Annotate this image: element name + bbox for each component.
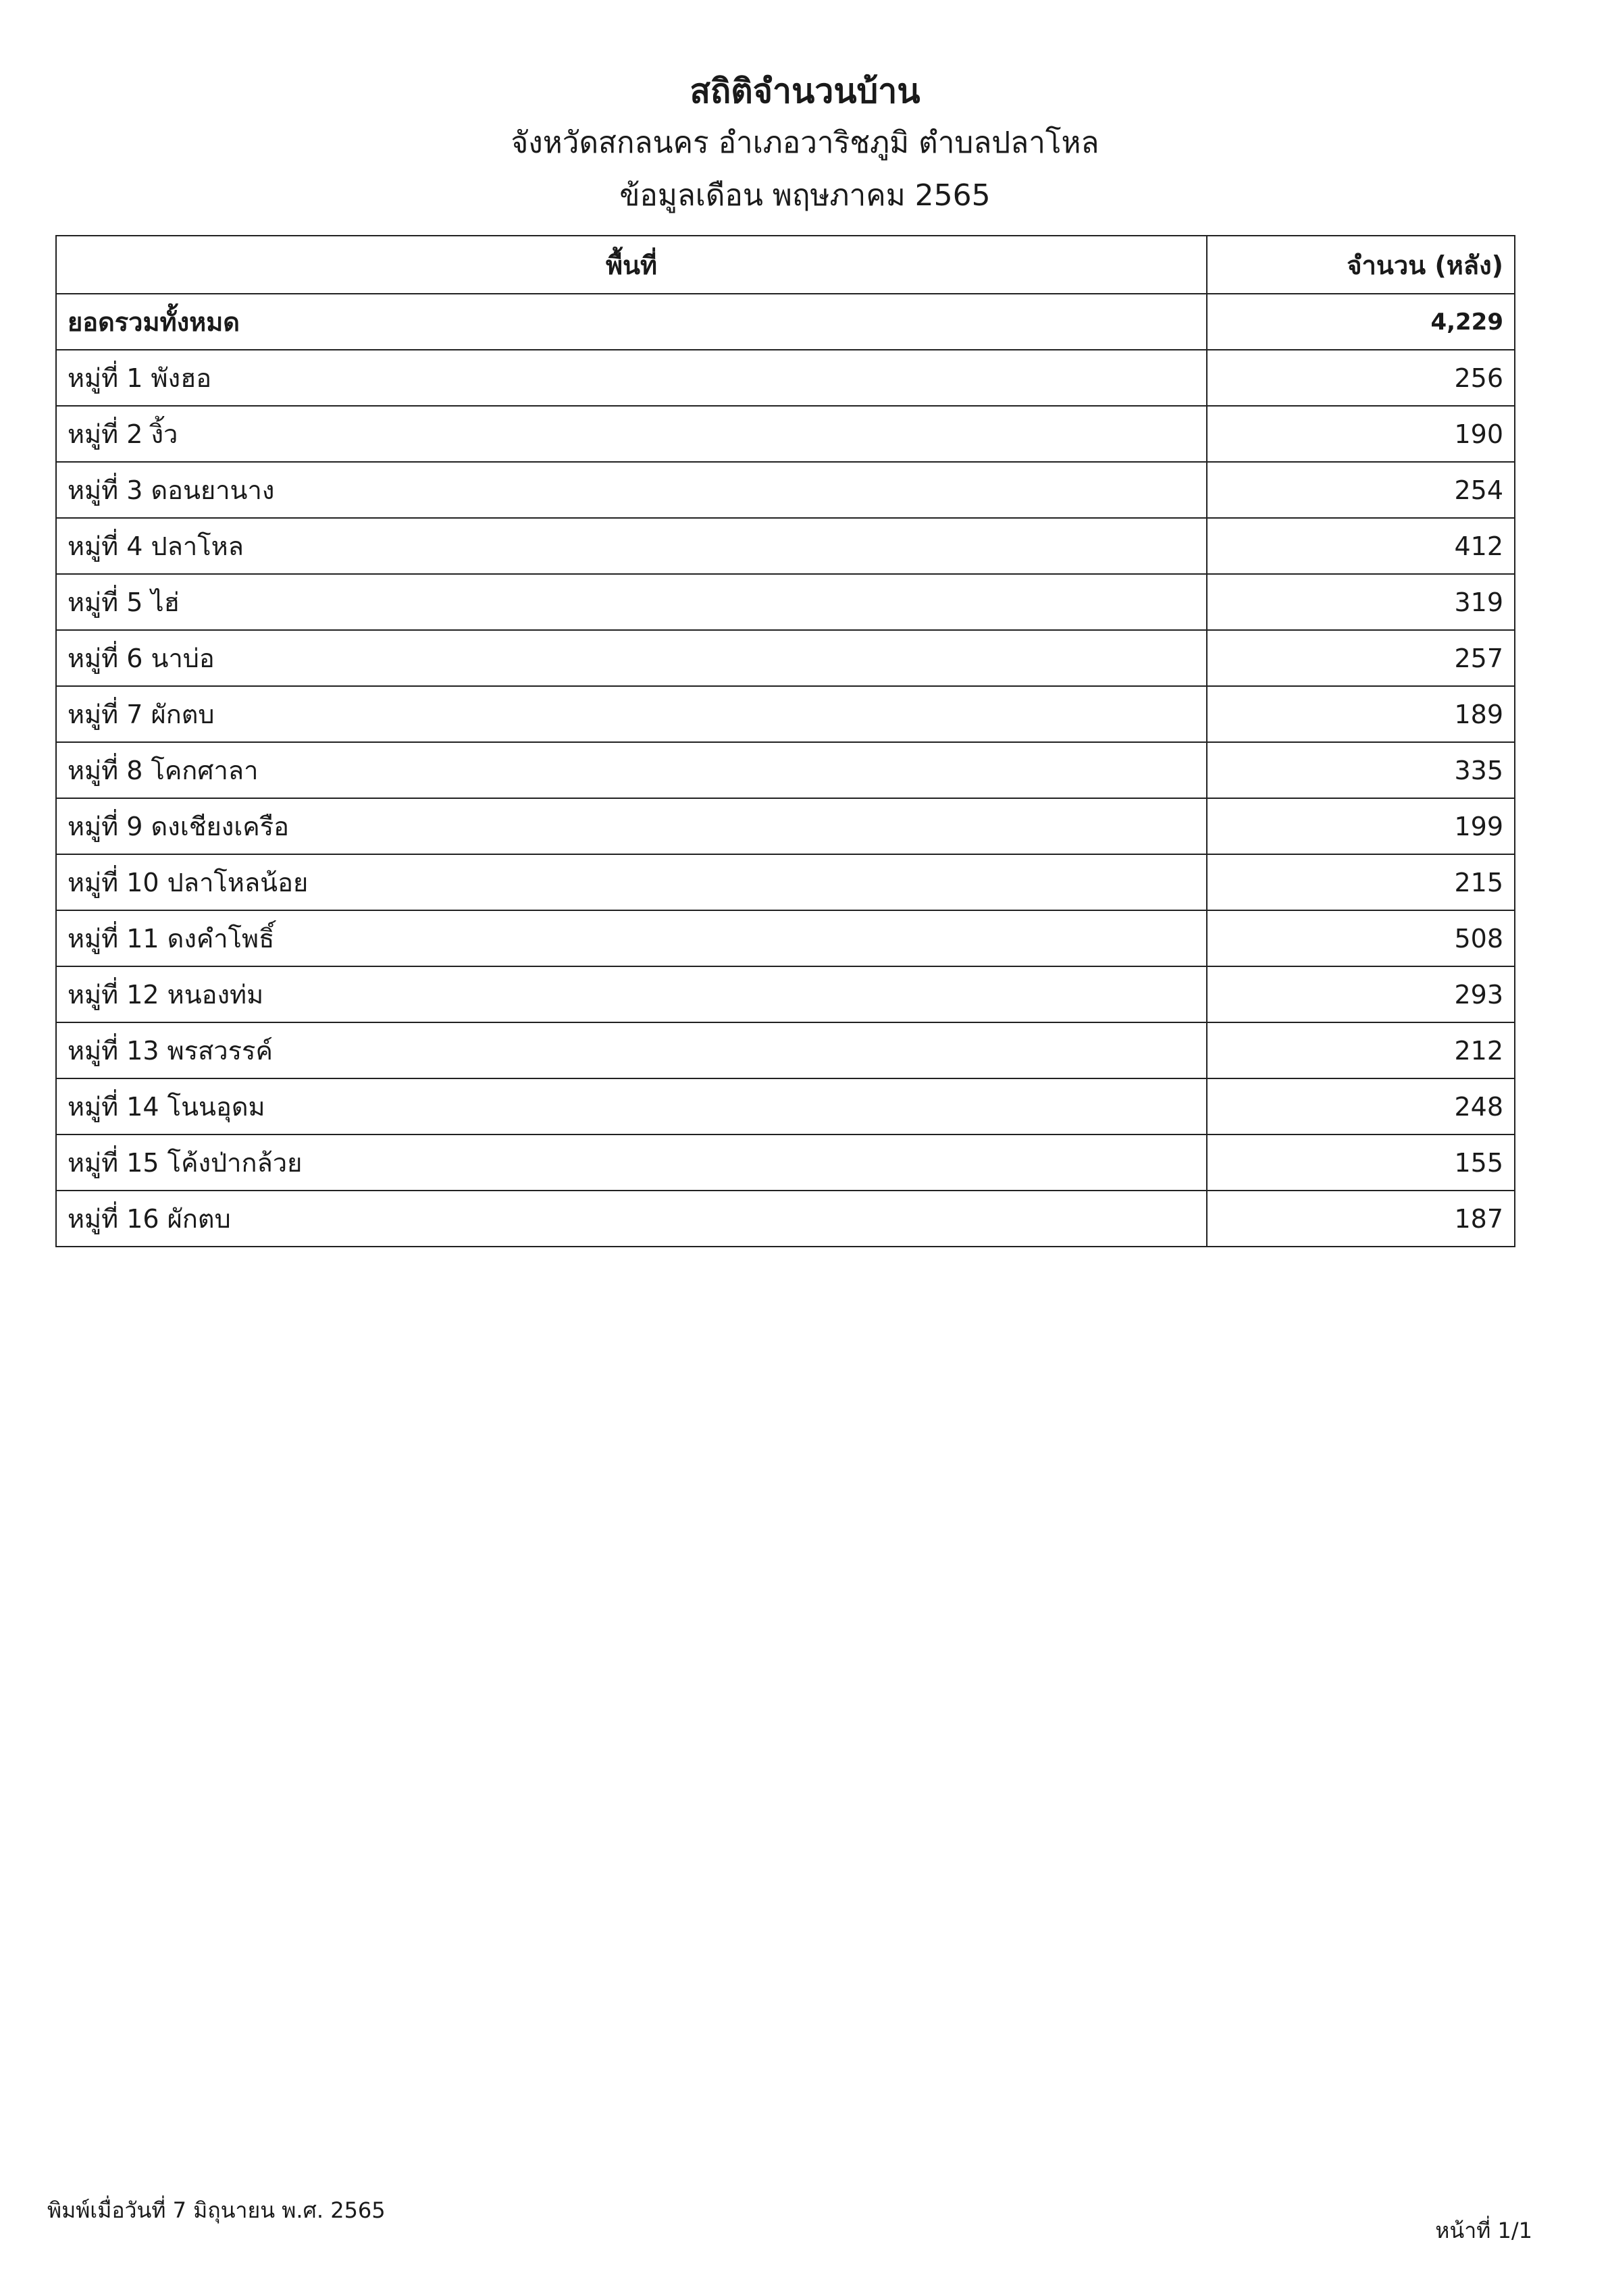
house-count: 412 xyxy=(1207,518,1515,574)
total-row xyxy=(56,294,1515,350)
table-row xyxy=(56,1191,1515,1247)
house-count: 256 xyxy=(1207,350,1515,406)
village-name: หมู่ที่ 11 ดงคำโพธิ์ xyxy=(56,910,1207,966)
document-period: ข้อมูลเดือน พฤษภาคม 2565 xyxy=(619,178,991,213)
house-count: 155 xyxy=(1207,1134,1515,1191)
table-row xyxy=(56,406,1515,462)
village-name: หมู่ที่ 2 งิ้ว xyxy=(56,406,1207,462)
village-name: หมู่ที่ 1 พังฮอ xyxy=(56,350,1207,406)
village-name: หมู่ที่ 14 โนนอุดม xyxy=(56,1078,1207,1134)
table-header-row xyxy=(56,236,1515,294)
table-row xyxy=(56,350,1515,406)
table-row xyxy=(56,574,1515,630)
header-count: จำนวน (หลัง) xyxy=(1207,236,1515,294)
house-count: 248 xyxy=(1207,1078,1515,1134)
house-count: 319 xyxy=(1207,574,1515,630)
table-row xyxy=(56,966,1515,1022)
table-row xyxy=(56,518,1515,574)
header-area: พื้นที่ xyxy=(56,236,1207,294)
village-name: หมู่ที่ 5 ไฮ่ xyxy=(56,574,1207,630)
house-count: 187 xyxy=(1207,1191,1515,1247)
total-value: 4,229 xyxy=(1207,294,1515,350)
print-date: พิมพ์เมื่อวันที่ 7 มิถุนายน พ.ศ. 2565 xyxy=(47,2197,386,2223)
table-row xyxy=(56,742,1515,798)
house-count: 189 xyxy=(1207,686,1515,742)
document-subtitle: จังหวัดสกลนคร อำเภอวาริชภูมิ ตำบลปลาโหล xyxy=(511,126,1099,160)
village-name: หมู่ที่ 7 ผักตบ xyxy=(56,686,1207,742)
village-name: หมู่ที่ 4 ปลาโหล xyxy=(56,518,1207,574)
house-count: 508 xyxy=(1207,910,1515,966)
village-name: หมู่ที่ 9 ดงเชียงเครือ xyxy=(56,798,1207,854)
house-count: 293 xyxy=(1207,966,1515,1022)
table-row xyxy=(56,462,1515,518)
table-row xyxy=(56,1078,1515,1134)
house-count: 212 xyxy=(1207,1022,1515,1078)
page-number: หน้าที่ 1/1 xyxy=(1435,2218,1532,2243)
house-count: 254 xyxy=(1207,462,1515,518)
village-name: หมู่ที่ 15 โค้งป่ากล้วย xyxy=(56,1134,1207,1191)
house-count: 190 xyxy=(1207,406,1515,462)
table-row xyxy=(56,798,1515,854)
village-name: หมู่ที่ 6 นาบ่อ xyxy=(56,630,1207,686)
house-statistics-table xyxy=(55,235,1515,1247)
village-name: หมู่ที่ 13 พรสวรรค์ xyxy=(56,1022,1207,1078)
house-count: 335 xyxy=(1207,742,1515,798)
table-row xyxy=(56,630,1515,686)
table-row xyxy=(56,686,1515,742)
village-name: หมู่ที่ 8 โคกศาลา xyxy=(56,742,1207,798)
table-row xyxy=(56,1022,1515,1078)
document-title: สถิติจำนวนบ้าน xyxy=(690,72,920,111)
village-name: หมู่ที่ 10 ปลาโหลน้อย xyxy=(56,854,1207,910)
total-label: ยอดรวมทั้งหมด xyxy=(56,294,1207,350)
table-row xyxy=(56,854,1515,910)
village-name: หมู่ที่ 3 ดอนยานาง xyxy=(56,462,1207,518)
village-name: หมู่ที่ 12 หนองท่ม xyxy=(56,966,1207,1022)
house-count: 257 xyxy=(1207,630,1515,686)
house-count: 215 xyxy=(1207,854,1515,910)
table-row xyxy=(56,910,1515,966)
village-name: หมู่ที่ 16 ผักตบ xyxy=(56,1191,1207,1247)
table-row xyxy=(56,1134,1515,1191)
house-count: 199 xyxy=(1207,798,1515,854)
